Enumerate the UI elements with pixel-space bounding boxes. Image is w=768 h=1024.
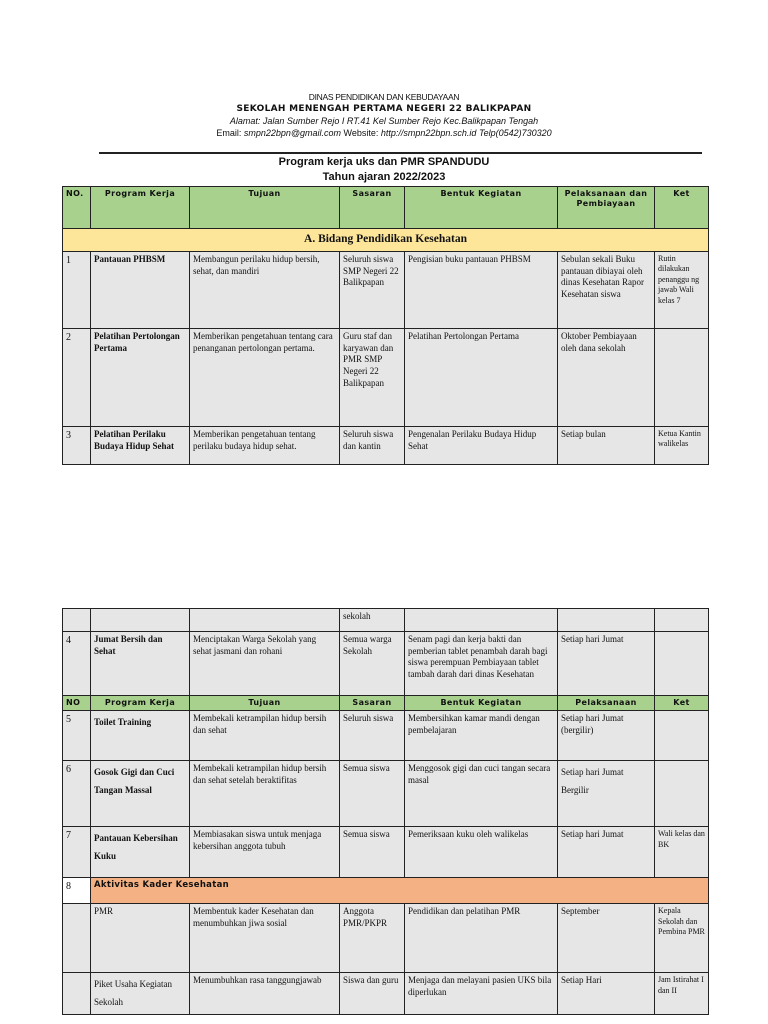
- row-ket: Rutin dilakukan penanggu ng jawab Wali kelas 7: [655, 252, 709, 329]
- row-sasaran: Seluruh siswa SMP Negeri 22 Balikpapan: [340, 252, 405, 329]
- row-no: 6: [63, 761, 91, 827]
- row-pelaksanaan: Setiap hari Jumat: [558, 827, 655, 878]
- header-tujuan: Tujuan: [190, 696, 340, 711]
- header-sasaran: Sasaran: [340, 696, 405, 711]
- school-name: SEKOLAH MENENGAH PERTAMA NEGERI 22 BALIKPAPAN: [236, 104, 532, 114]
- row-program: Jumat Bersih dan Sehat: [91, 632, 190, 696]
- row-bentuk: Pemeriksaan kuku oleh walikelas: [405, 827, 558, 878]
- header-bentuk: Bentuk Kegiatan: [405, 696, 558, 711]
- header-pelaksanaan: Pelaksanaan dan Pembiayaan: [558, 187, 655, 229]
- header-tujuan: Tujuan: [190, 187, 340, 229]
- row-program: Pelatihan Perilaku Budaya Hidup Sehat: [91, 427, 190, 465]
- row-program: PMR: [91, 904, 190, 973]
- row-program: Gosok Gigi dan Cuci Tangan Massal: [91, 761, 190, 827]
- row-no: 8: [63, 878, 91, 904]
- row-program: Piket Usaha Kegiatan Sekolah: [91, 973, 190, 1015]
- row-sasaran: Semua warga Sekolah: [340, 632, 405, 696]
- row-no: 2: [63, 329, 91, 427]
- section-a-title: A. Bidang Pendidikan Kesehatan: [63, 229, 709, 252]
- table-row-continued: [63, 609, 709, 632]
- email-label: Email:: [216, 128, 244, 138]
- row-sasaran: sekolah: [340, 609, 405, 632]
- row-tujuan: Menciptakan Warga Sekolah yang sehat jasmani dan rohani: [190, 632, 340, 696]
- website-link[interactable]: http://smpn22bpn.sch.id: [380, 128, 477, 138]
- website-label: Website:: [341, 128, 381, 138]
- empty-cell: [405, 609, 558, 632]
- letterhead-divider: [99, 152, 702, 154]
- row-pelaksanaan: Setiap hari Jumat (bergilir): [558, 711, 655, 761]
- header-program: Program Kerja: [91, 696, 190, 711]
- row-pelaksanaan: Setiap hari Jumat: [558, 632, 655, 696]
- contact-line: [0, 128, 768, 139]
- header-ket: Ket: [655, 696, 709, 711]
- empty-cell: [190, 609, 340, 632]
- empty-cell: [63, 609, 91, 632]
- section-kader-row: [63, 878, 709, 904]
- table-row: [63, 827, 709, 878]
- row-sasaran: Semua siswa: [340, 827, 405, 878]
- table-row: [63, 252, 709, 329]
- row-bentuk: Menggosok gigi dan cuci tangan secara masal: [405, 761, 558, 827]
- row-program: Toilet Training: [91, 711, 190, 761]
- agency-name: DINAS PENDIDIKAN DAN KEBUDAYAAN: [308, 92, 460, 102]
- section-kader-title: Aktivitas Kader Kesehatan: [91, 878, 709, 904]
- row-no: 1: [63, 252, 91, 329]
- header-ket: Ket: [655, 187, 709, 229]
- row-no: 7: [63, 827, 91, 878]
- table-row: [63, 632, 709, 696]
- row-pelaksanaan: Setiap hari Jumat Bergilir: [558, 761, 655, 827]
- row-ket: [655, 632, 709, 696]
- row-ket: [655, 761, 709, 827]
- row-pelaksanaan: Setiap bulan: [558, 427, 655, 465]
- table-row: [63, 973, 709, 1015]
- row-tujuan: Memberikan pengetahuan tentang cara penanganan pertolongan pertama.: [190, 329, 340, 427]
- header-sasaran: Sasaran: [340, 187, 405, 229]
- header-no: NO.: [63, 187, 91, 229]
- row-sasaran: Siswa dan guru: [340, 973, 405, 1015]
- empty-cell: [63, 904, 91, 973]
- academic-year: Tahun ajaran 2022/2023: [322, 171, 446, 183]
- row-pelaksanaan: Sebulan sekali Buku pantauan dibiayai oleh dinas Kesehatan Rapor Kesehatan siswa: [558, 252, 655, 329]
- table-header-row: [63, 696, 709, 711]
- empty-cell: [558, 609, 655, 632]
- row-sasaran: Seluruh siswa dan kantin: [340, 427, 405, 465]
- row-ket: Jam Istirahat I dan II: [655, 973, 709, 1015]
- row-bentuk: Senam pagi dan kerja bakti dan pemberian tablet penambah darah bagi siswa perempuan Pembiayaan tablet tambah darah dari dinas Kesehatan: [405, 632, 558, 696]
- row-program: Pelatihan Pertolongan Pertama: [91, 329, 190, 427]
- empty-cell: [63, 973, 91, 1015]
- row-bentuk: Pengenalan Perilaku Budaya Hidup Sehat: [405, 427, 558, 465]
- row-sasaran: Anggota PMR/PKPR: [340, 904, 405, 973]
- row-no: 4: [63, 632, 91, 696]
- table-row: [63, 329, 709, 427]
- table-row: [63, 427, 709, 465]
- row-no: 3: [63, 427, 91, 465]
- header-no: NO: [63, 696, 91, 711]
- row-tujuan: Membentuk kader Kesehatan dan menumbuhkan jiwa sosial: [190, 904, 340, 973]
- row-bentuk: Pendidikan dan pelatihan PMR: [405, 904, 558, 973]
- row-tujuan: Membekali ketrampilan hidup bersih dan sehat: [190, 711, 340, 761]
- table-row: [63, 711, 709, 761]
- table-row: [63, 904, 709, 973]
- email-link[interactable]: smpn22bpn@gmail.com: [243, 128, 342, 138]
- row-no: 5: [63, 711, 91, 761]
- document-title: Program kerja uks dan PMR SPANDUDU: [278, 156, 490, 168]
- section-a-row: [63, 229, 709, 252]
- row-ket: Wali kelas dan BK: [655, 827, 709, 878]
- row-bentuk: Membersihkan kamar mandi dengan pembelajaran: [405, 711, 558, 761]
- row-ket: Kepala Sekolah dan Pembina PMR: [655, 904, 709, 973]
- row-sasaran: Semua siswa: [340, 761, 405, 827]
- row-program: Pantauan Kebersihan Kuku: [91, 827, 190, 878]
- row-ket: [655, 711, 709, 761]
- row-pelaksanaan: Oktober Pembiayaan oleh dana sekolah: [558, 329, 655, 427]
- program-table-page-1: [62, 186, 709, 465]
- row-tujuan: Menumbuhkan rasa tanggungjawab: [190, 973, 340, 1015]
- table-header-row: [63, 187, 709, 229]
- row-tujuan: Membekali ketrampilan hidup bersih dan sehat setelah beraktifitas: [190, 761, 340, 827]
- school-address: Alamat: Jalan Sumber Rejo I RT.41 Kel Sumber Rejo Kec.Balikpapan Tengah: [229, 116, 539, 126]
- row-sasaran: Guru staf dan karyawan dan PMR SMP Negeri 22 Balikpapan: [340, 329, 405, 427]
- phone-number: Telp(0542)730320: [476, 128, 552, 138]
- row-bentuk: Pengisian buku pantauan PHBSM: [405, 252, 558, 329]
- row-bentuk: Menjaga dan melayani pasien UKS bila diperlukan: [405, 973, 558, 1015]
- row-program: Pantauan PHBSM: [91, 252, 190, 329]
- row-tujuan: Membiasakan siswa untuk menjaga kebersihan anggota tubuh: [190, 827, 340, 878]
- row-ket: Ketua Kantin walikelas: [655, 427, 709, 465]
- row-pelaksanaan: September: [558, 904, 655, 973]
- table-row: [63, 761, 709, 827]
- header-bentuk: Bentuk Kegiatan: [405, 187, 558, 229]
- row-sasaran: Seluruh siswa: [340, 711, 405, 761]
- row-tujuan: Membangun perilaku hidup bersih, sehat, dan mandiri: [190, 252, 340, 329]
- header-program: Program Kerja: [91, 187, 190, 229]
- header-pelaksanaan: Pelaksanaan: [558, 696, 655, 711]
- row-pelaksanaan: Setiap Hari: [558, 973, 655, 1015]
- empty-cell: [91, 609, 190, 632]
- row-tujuan: Memberikan pengetahuan tentang perilaku budaya hidup sehat.: [190, 427, 340, 465]
- row-bentuk: Pelatihan Pertolongan Pertama: [405, 329, 558, 427]
- empty-cell: [655, 609, 709, 632]
- program-table-page-2: [62, 608, 709, 1015]
- row-ket: [655, 329, 709, 427]
